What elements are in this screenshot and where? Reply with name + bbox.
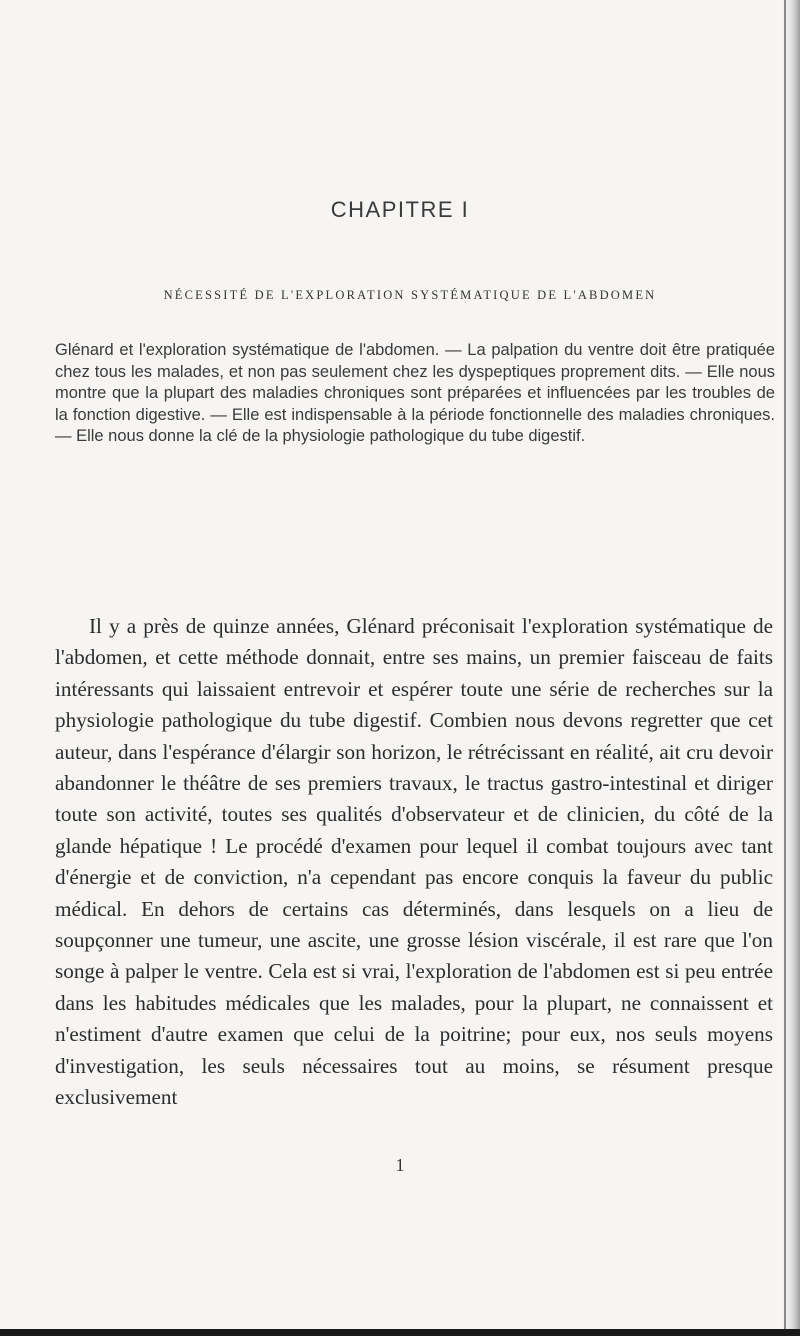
- page-number: 1: [395, 1155, 405, 1175]
- chapter-title: NÉCESSITÉ DE L'EXPLORATION SYSTÉMATIQUE DE L'ABDOMEN: [163, 288, 657, 302]
- chapter-heading: CHAPITRE I: [330, 197, 470, 222]
- scan-bottom-border: [0, 1329, 800, 1336]
- body-paragraph-text: Il y a près de quinze années, Glénard préconisait l'exploration systématique de l'abdomen, et cette méthode donnait, entre ses mains, un premier faisceau de faits intéressants qui laissaient entrevoir et espérer toute une série de recherches sur la physiologie pathologique du tube digestif. Combien nous devons regretter que cet auteur, dans l'espérance d'élargir son horizon, le rétrécissant en réalité, ait cru devoir abandonner le théâtre de ses premiers travaux, le tractus gastro-intestinal et diriger toute son activité, toutes ses qualités d'observateur et de clinicien, du côté de la glande hépatique ! Le procédé d'examen pour lequel il combat toujours avec tant d'énergie et de conviction, n'a cependant pas encore conquis la faveur du public médical. En dehors de certains cas déterminés, dans lesquels on a lieu de soupçonner une tumeur, une ascite, une grosse lésion viscérale, il est rare que l'on songe à palper le ventre. Cela est si vrai, l'exploration de l'abdomen est si peu entrée dans les habitudes médicales que les malades, pour la plupart, ne connaissent et n'estiment d'autre examen que celui de la poitrine; pour eux, nos seuls moyens d'investigation, les seuls nécessaires tout au moins, se résument presque exclusivement: [55, 614, 773, 1110]
- chapter-summary: Glénard et l'exploration systématique de l'abdomen. — La palpation du ventre doit être pratiquée chez tous les malades, et non pas seulement chez les dyspeptiques proprement dits. — Elle nous montre que la plupart des maladies chroniques sont préparées et influencées par les troubles de la fonction digestive. — Elle est indispensable à la période fonctionnelle des maladies chroniques. — Elle nous donne la clé de la physiologie pathologique du tube digestif.: [55, 341, 775, 445]
- body-paragraph: [55, 611, 773, 1114]
